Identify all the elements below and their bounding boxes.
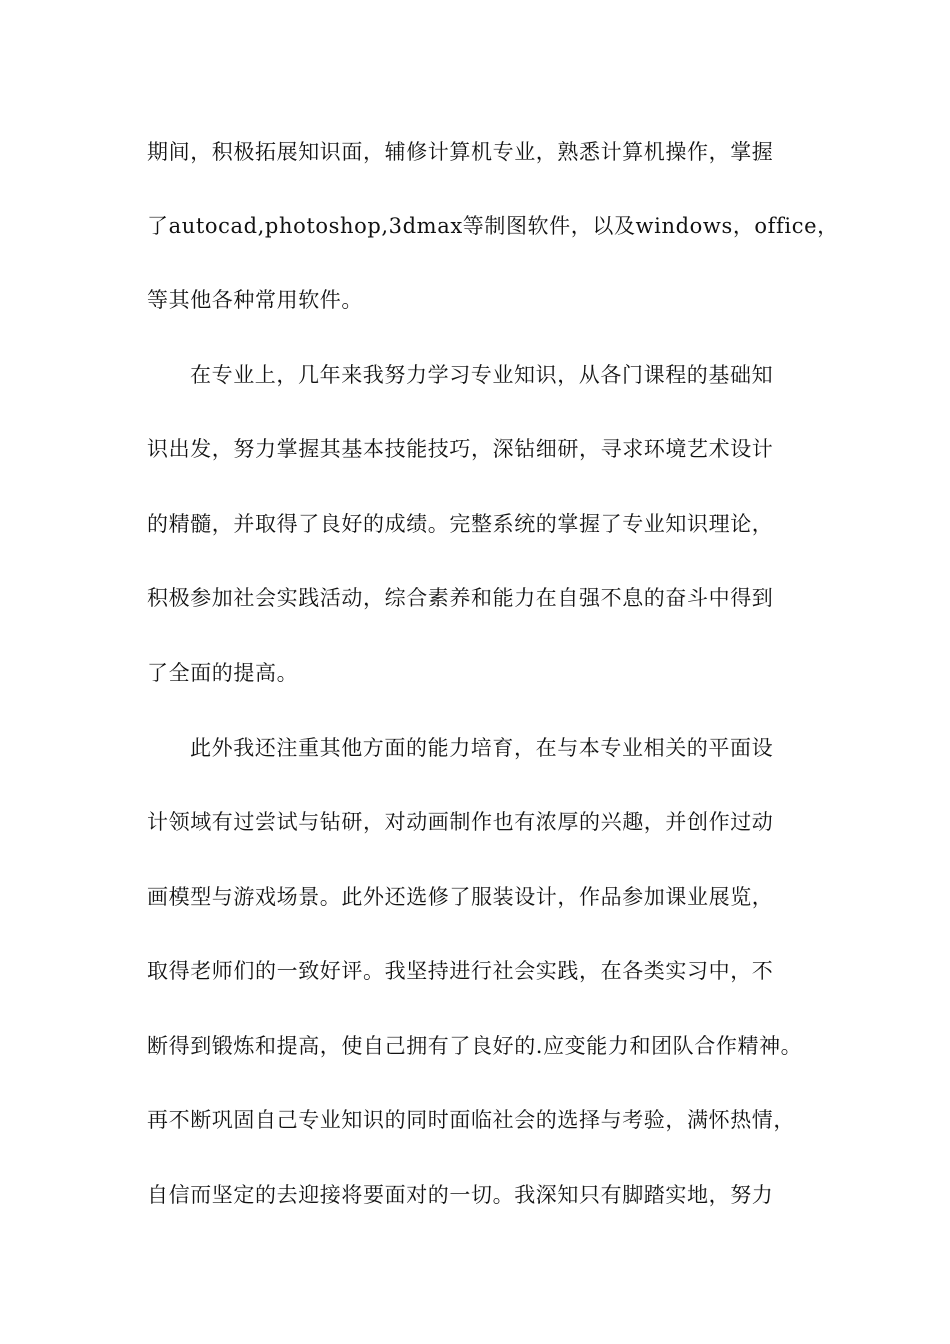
- text-line: 计领域有过尝试与钻研，对动画制作也有浓厚的兴趣，并创作过动: [147, 810, 774, 834]
- text-line: 期间，积极拓展知识面，辅修计算机专业，熟悉计算机操作，掌握: [147, 140, 774, 164]
- text-line: 取得老师们的一致好评。我坚持进行社会实践，在各类实习中，不: [147, 959, 774, 983]
- text-line: 的精髓，并取得了良好的成绩。完整系统的掌握了专业知识理论，: [147, 512, 774, 536]
- text-line: 了autocad,photoshop,3dmax等制图软件，以及windows，office，: [147, 214, 839, 238]
- paragraph-first-line: 在专业上，几年来我努力学习专业知识，从各门课程的基础知: [190, 363, 774, 387]
- text-line: 等其他各种常用软件。: [147, 288, 363, 312]
- text-line: 再不断巩固自己专业知识的同时面临社会的选择与考验，满怀热情，: [147, 1108, 795, 1132]
- text-line: 自信而坚定的去迎接将要面对的一切。我深知只有脚踏实地，努力: [147, 1183, 774, 1207]
- text-line: 积极参加社会实践活动，综合素养和能力在自强不息的奋斗中得到: [147, 586, 774, 610]
- paragraph-first-line: 此外我还注重其他方面的能力培育，在与本专业相关的平面设: [190, 736, 774, 760]
- text-line: 了全面的提高。: [147, 661, 299, 685]
- text-line: 画模型与游戏场景。此外还选修了服装设计，作品参加课业展览，: [147, 885, 774, 909]
- text-line: 识出发，努力掌握其基本技能技巧，深钻细研，寻求环境艺术设计: [147, 437, 774, 461]
- text-line: 断得到锻炼和提高，使自己拥有了良好的.应变能力和团队合作精神。: [147, 1034, 803, 1058]
